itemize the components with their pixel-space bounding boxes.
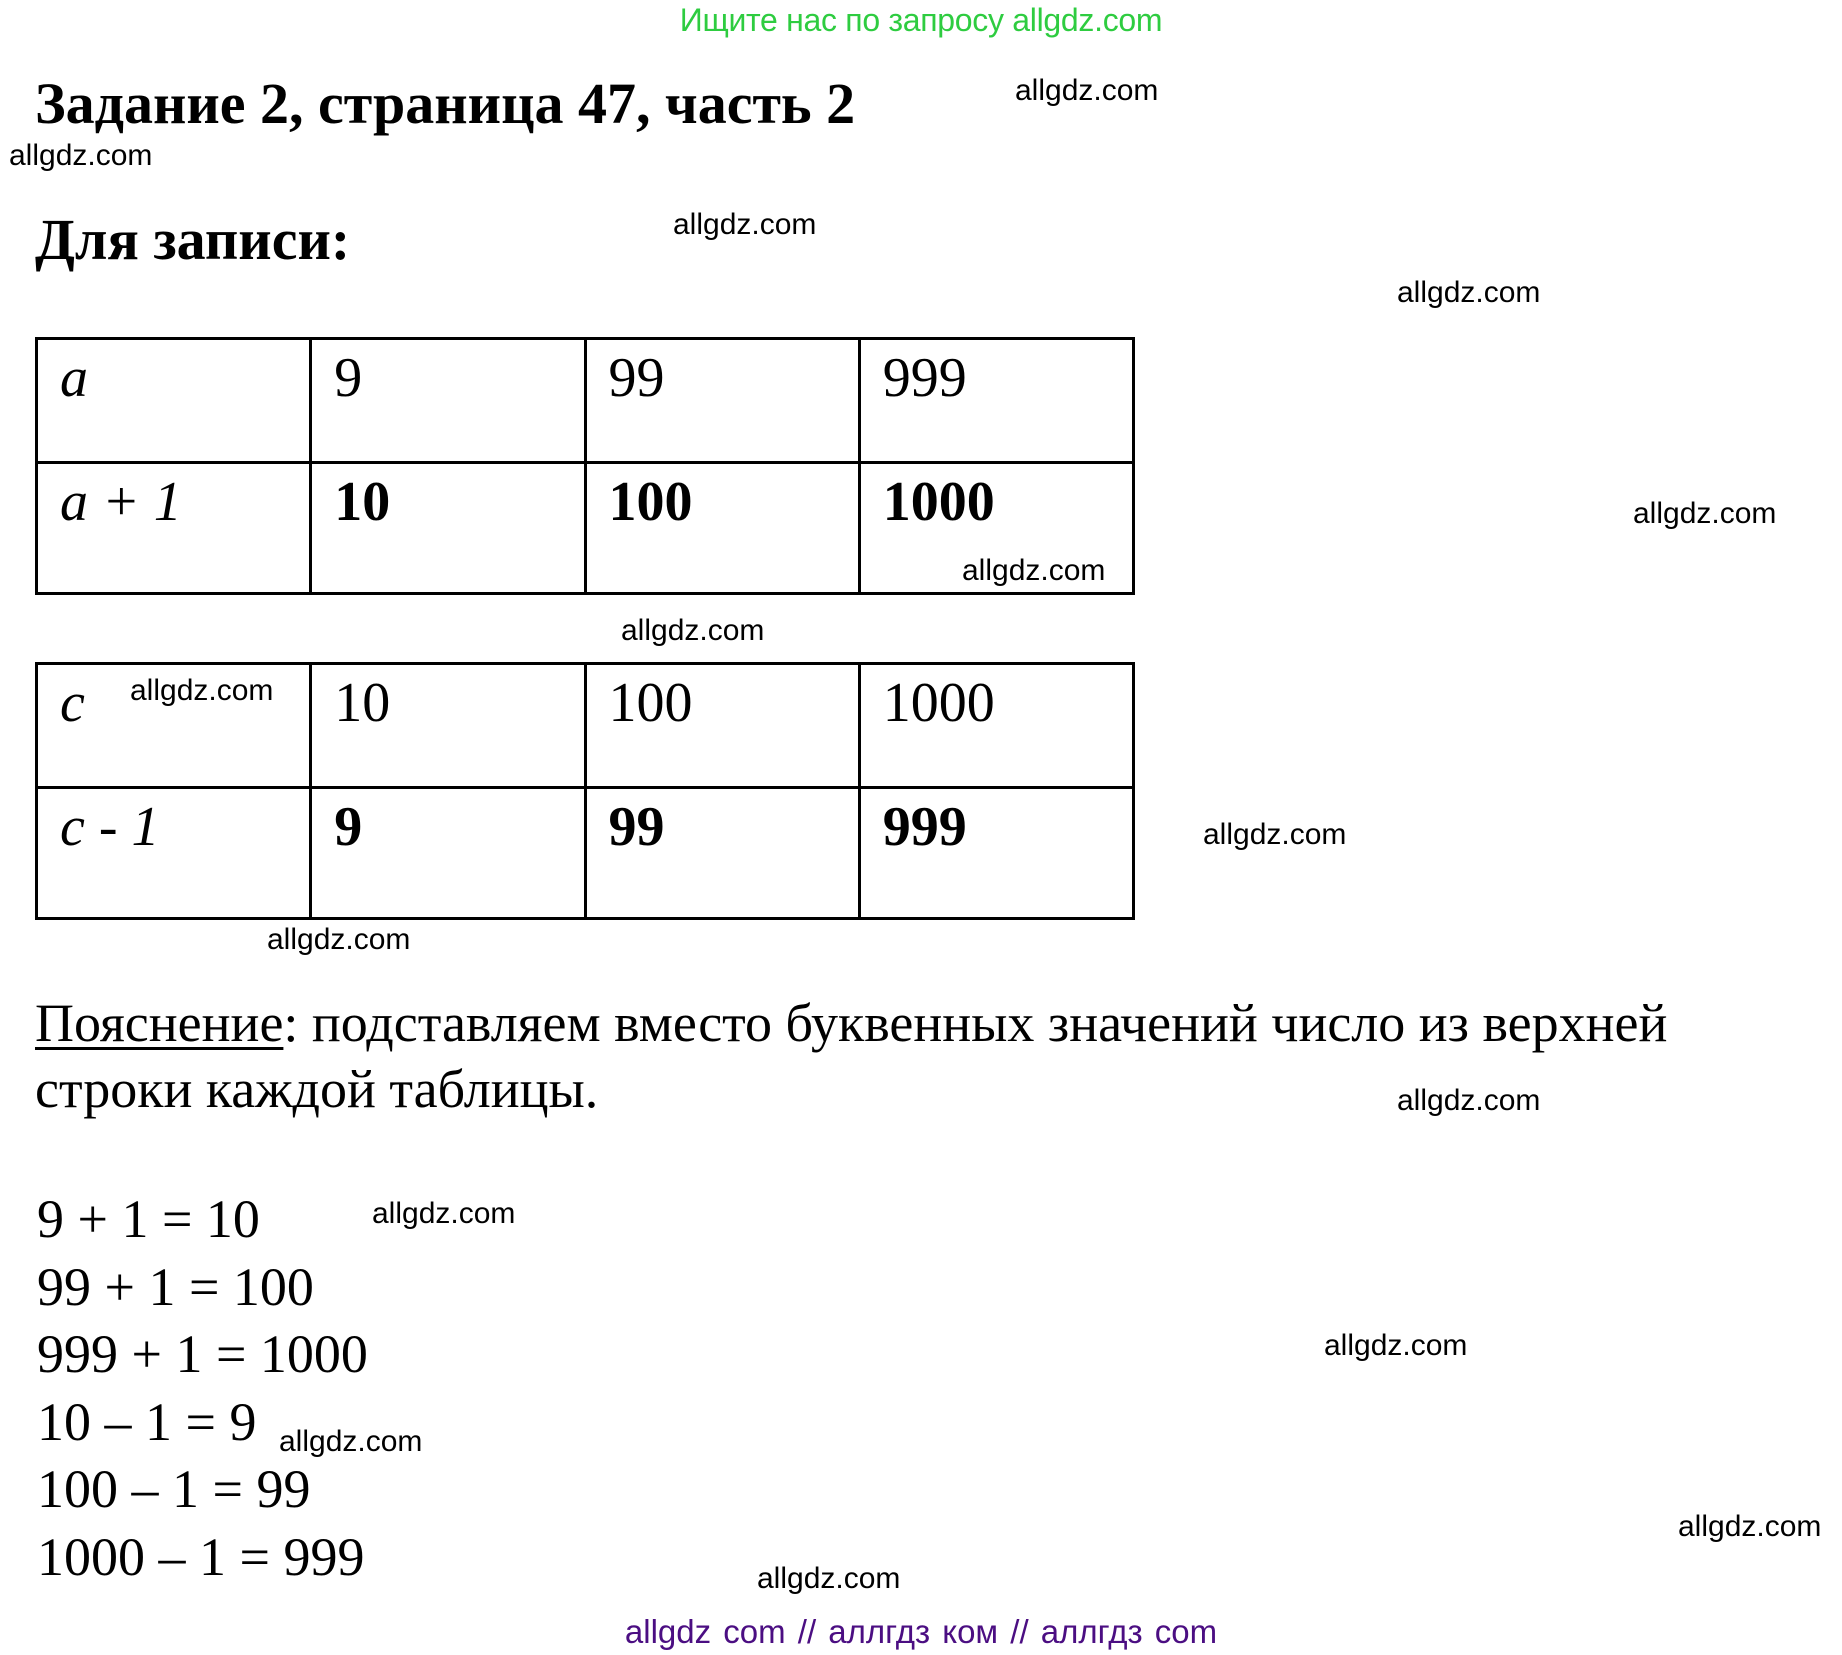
watermark: allgdz.com bbox=[1678, 1510, 1822, 1543]
table-cell-result: 999 bbox=[859, 788, 1133, 919]
watermark: allgdz.com bbox=[372, 1197, 516, 1230]
watermark: allgdz.com bbox=[267, 923, 411, 956]
watermark: allgdz.com bbox=[130, 674, 274, 707]
equation: 999 + 1 = 1000 bbox=[37, 1324, 368, 1384]
table-cell-result: 99 bbox=[585, 788, 859, 919]
table-cell: 1000 bbox=[859, 664, 1133, 788]
table-row bbox=[37, 788, 1134, 919]
row-label: a + 1 bbox=[37, 463, 311, 594]
equation: 10 – 1 = 9 bbox=[37, 1391, 257, 1452]
table-cell: 99 bbox=[585, 339, 859, 463]
row-label: a bbox=[37, 339, 311, 463]
table-row bbox=[37, 339, 1134, 463]
table-cell-result: 1000 bbox=[859, 463, 1133, 594]
table-cell: 100 bbox=[585, 664, 859, 788]
section-subtitle: Для записи: bbox=[35, 207, 351, 272]
watermark: allgdz.com bbox=[1397, 276, 1541, 309]
equation: 100 – 1 = 99 bbox=[37, 1459, 311, 1519]
equation: 1000 – 1 = 999 bbox=[37, 1526, 365, 1587]
table-cell: 999 bbox=[859, 339, 1133, 463]
watermark: allgdz.com bbox=[9, 139, 153, 172]
footer-watermark: allgdz com // аллгдз ком // аллгдз com bbox=[624, 1613, 1218, 1650]
row-label: c bbox=[37, 664, 311, 788]
watermark: allgdz.com bbox=[279, 1425, 423, 1458]
equations-list bbox=[37, 1186, 368, 1591]
table-cell: 9 bbox=[311, 339, 585, 463]
watermark: allgdz.com bbox=[673, 208, 817, 241]
explanation-label: Пояснение bbox=[35, 993, 284, 1053]
page-title: Задание 2, страница 47, часть 2 bbox=[35, 71, 856, 136]
table-cell: 10 bbox=[311, 664, 585, 788]
table-cell-result: 10 bbox=[311, 463, 585, 594]
equation: 9 + 1 = 10 bbox=[37, 1189, 260, 1249]
search-banner: Ищите нас по запросу allgdz.com bbox=[679, 2, 1163, 38]
watermark: allgdz.com bbox=[757, 1562, 901, 1595]
watermark: allgdz.com bbox=[962, 554, 1106, 587]
watermark: allgdz.com bbox=[1324, 1329, 1468, 1362]
table-cell-result: 9 bbox=[311, 788, 585, 919]
explanation-text: : подставляем вместо буквенных значений число из верхней строки каждой таблицы. bbox=[35, 993, 1668, 1119]
watermark: allgdz.com bbox=[1633, 497, 1777, 530]
equation: 99 + 1 = 100 bbox=[37, 1256, 314, 1317]
watermark: allgdz.com bbox=[1203, 818, 1347, 851]
watermark: allgdz.com bbox=[621, 614, 765, 647]
watermark: allgdz.com bbox=[1397, 1084, 1541, 1117]
explanation-paragraph bbox=[35, 990, 1825, 1122]
row-label: c - 1 bbox=[37, 788, 311, 919]
watermark: allgdz.com bbox=[1015, 74, 1159, 107]
table-cell-result: 100 bbox=[585, 463, 859, 594]
